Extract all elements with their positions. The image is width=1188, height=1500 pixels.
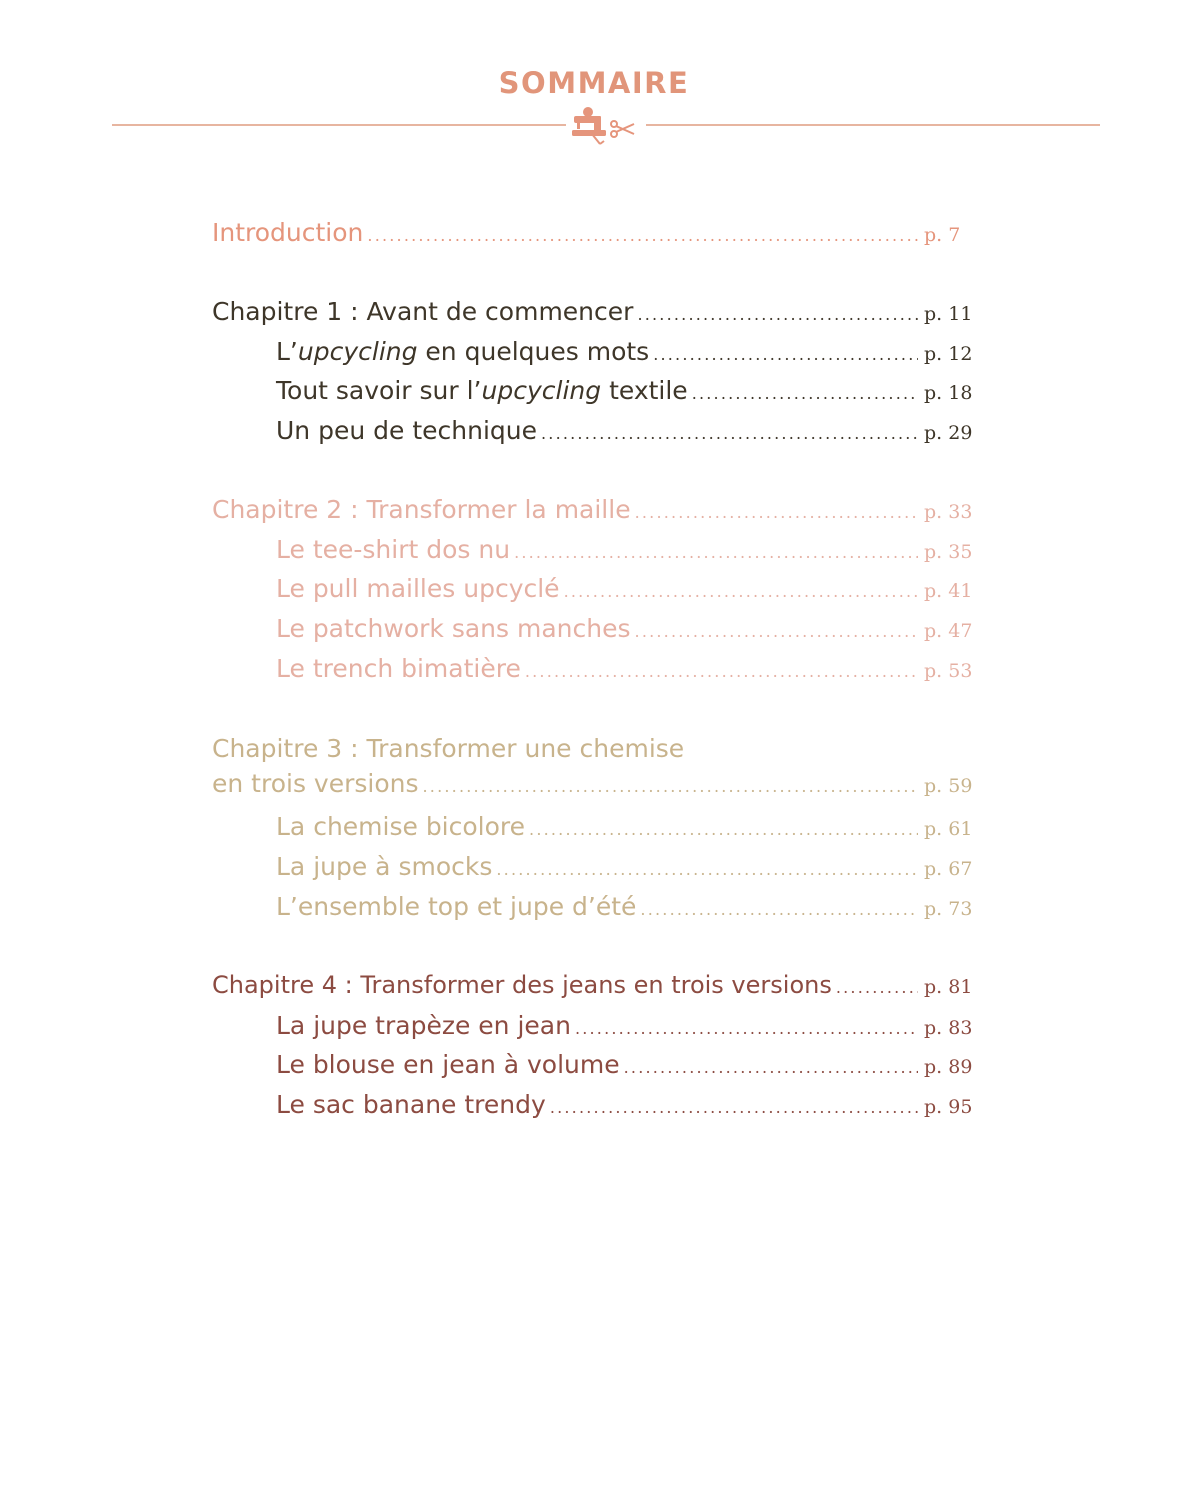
toc-entry-page: p. 12 [924,343,973,365]
toc-entry-page: p. 29 [924,422,973,444]
toc-item[interactable] [276,852,980,888]
toc-entry-label: Le trench bimatière [276,654,521,683]
toc-entry-label: La jupe à smocks [276,852,493,881]
toc-item[interactable] [276,614,980,650]
toc-entry-label: Introduction [212,218,364,247]
toc-entry-label: Chapitre 4 : Transformer des jeans en trois versions [212,971,832,999]
toc-entry-page: p. 83 [924,1017,973,1039]
toc-item[interactable] [276,376,980,412]
dot-leader [575,1019,918,1038]
toc-item[interactable] [276,1090,980,1126]
dot-leader [514,543,918,562]
dot-leader [635,622,918,641]
dot-leader [836,978,918,997]
toc-entry-label: Chapitre 2 : Transformer la maille [212,495,631,524]
toc-item[interactable] [276,892,980,928]
toc-entry-page: p. 89 [924,1056,973,1078]
toc-entry-page: p. 53 [924,660,973,682]
toc-entry-page: p. 95 [924,1096,973,1118]
toc-entry-page: p. 33 [924,501,973,523]
label-suffix: en quelques mots [417,337,650,366]
toc-entry-label: en trois versions [212,769,419,798]
toc-item[interactable] [276,337,980,373]
toc-entry-label: Le patchwork sans manches [276,614,631,643]
toc-entry-page: p. 73 [924,898,973,920]
dot-leader [640,900,918,919]
toc-item[interactable] [276,812,980,848]
dot-leader [529,820,918,839]
toc-entry-page: p. 59 [924,775,973,797]
toc-entry-page: p. 7 [924,224,961,246]
dot-leader [624,1058,918,1077]
toc-entry-page: p. 41 [924,580,973,602]
dot-leader [635,503,918,522]
toc-chapter-2[interactable] [212,495,980,531]
toc-item[interactable] [276,654,980,690]
toc-entry-label: Le blouse en jean à volume [276,1050,620,1079]
toc-item[interactable] [276,1050,980,1086]
dot-leader [525,662,918,681]
toc-chapter-3[interactable] [212,769,980,805]
dot-leader [653,345,918,364]
dot-leader [564,582,918,601]
page-title: SOMMAIRE [498,66,690,100]
label-prefix: L’ [276,337,298,366]
toc-entry-page: p. 61 [924,818,973,840]
label-italic: upcycling [481,376,602,405]
toc-entry-label [276,376,688,405]
toc-entry-introduction[interactable] [212,218,980,254]
toc-entry-label: Un peu de technique [276,416,537,445]
dot-leader [550,1098,918,1117]
label-italic: upcycling [297,337,418,366]
toc-chapter-1[interactable] [212,297,980,333]
toc-entry-label: La jupe trapèze en jean [276,1011,571,1040]
toc-entry-label: Le tee-shirt dos nu [276,535,511,564]
dot-leader [637,305,918,324]
label-prefix: Tout savoir sur l’ [276,376,482,405]
toc-entry-label: Le pull mailles upcyclé [276,574,560,603]
toc-entry-label: Le sac banane trendy [276,1090,546,1119]
dot-leader [692,384,918,403]
label-suffix: textile [601,376,688,405]
toc-entry-label [276,337,649,366]
dot-leader [423,777,918,796]
toc-item[interactable] [276,416,980,452]
dot-leader [496,860,918,879]
toc-chapter-3-title-line1[interactable]: Chapitre 3 : Transformer une chemise [212,734,685,763]
toc-item[interactable] [276,574,980,610]
toc-entry-page: p. 81 [924,976,973,998]
toc-entry-page: p. 35 [924,541,973,563]
toc-chapter-4[interactable] [212,971,980,1007]
dot-leader [367,226,918,245]
toc-entry-page: p. 47 [924,620,973,642]
toc-entry-label: L’ensemble top et jupe d’été [276,892,637,921]
toc-item[interactable] [276,535,980,571]
toc-entry-label: La chemise bicolore [276,812,526,841]
toc-entry-page: p. 67 [924,858,973,880]
toc-entry-label: Chapitre 1 : Avant de commencer [212,297,634,326]
toc-item[interactable] [276,1011,980,1047]
toc-entry-page: p. 11 [924,303,973,325]
dot-leader [541,424,918,443]
toc-entry-page: p. 18 [924,382,973,404]
